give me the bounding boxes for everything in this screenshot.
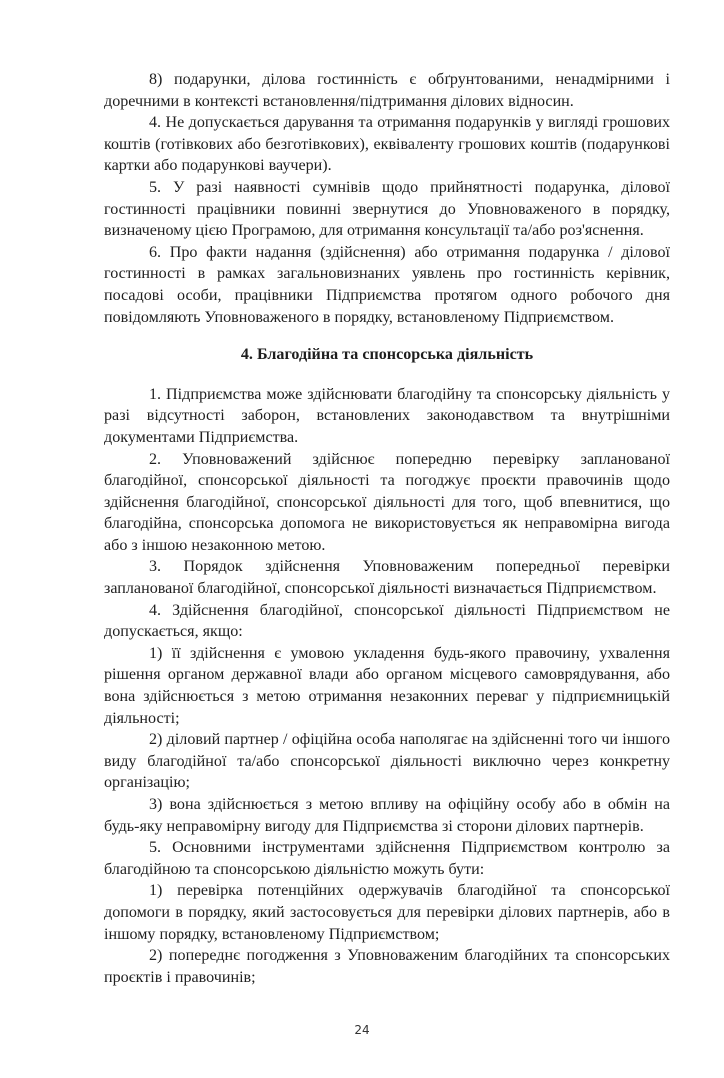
paragraph: 3. Порядок здійснення Уповноваженим попередньої перевірки запланованої благодійної, спонсорської діяльності визначається Підприємством.	[104, 558, 670, 598]
paragraph: 4. Здійснення благодійної, спонсорської діяльності Підприємством не допускається, якщо:	[104, 601, 670, 641]
paragraph: 5. У разі наявності сумнівів щодо прийнятності подарунка, ділової гостинності працівники повинні звернутися до Уповноваженого в порядку, визначеному цією Програмою, для отримання консультації та/або роз'яснення.	[104, 178, 670, 240]
list-item: 3) вона здійснюється з метою впливу на офіційну особу або в обмін на будь-яку неправомірну вигоду для Підприємства зі сторони ділових партнерів.	[104, 796, 670, 835]
list-item: 1) її здійснення є умовою укладення будь-якого правочину, ухвалення рішення органом державної влади або органом місцевого самоврядування, або вона здійснюється з метою отримання незаконних переваг у підприємницькій діяльності;	[104, 644, 670, 727]
list-item: 2) попереднє погодження з Уповноваженим благодійних та спонсорських проєктів і правочинів;	[104, 947, 670, 986]
page-content	[104, 69, 670, 988]
paragraph: 2. Уповноважений здійснює попередню перевірку запланованої благодійної, спонсорської діяльності та погоджує проєкти правочинів щодо здійснення благодійної, спонсорської діяльності для того, щоб впевнитися, що благодійна, спонсорська допомога не використовується як неправомірна вигода або з іншою незаконною метою.	[104, 450, 670, 554]
list-item: 2) діловий партнер / офіційна особа наполягає на здійсненні того чи іншого виду благодійної та/або спонсорської діяльності виключно через конкретну організацію;	[104, 731, 670, 792]
paragraph: 8) подарунки, ділова гостинність є обґрунтованими, ненадмірними і доречними в контексті встановлення/підтримання ділових відносин.	[104, 71, 670, 110]
paragraph: 4. Не допускається дарування та отримання подарунків у вигляді грошових коштів (готівкових або безготівкових), еквіваленту грошових коштів (подарункові картки або подарункові ваучери).	[104, 114, 670, 175]
paragraph: 5. Основними інструментами здійснення Підприємством контролю за благодійною та спонсорською діяльністю можуть бути:	[104, 839, 670, 878]
list-item: 1) перевірка потенційних одержувачів благодійної та спонсорської допомоги в порядку, який застосовується для перевірки ділових партнерів, або в іншому порядку, встановленому Підприємством;	[104, 882, 670, 943]
section-heading: 4. Благодійна та спонсорська діяльність	[240, 346, 534, 364]
paragraph: 1. Підприємства може здійснювати благодійну та спонсорську діяльність у разі відсутності заборон, встановлених законодавством та внутрішніми документами Підприємства.	[104, 385, 670, 446]
paragraph: 6. Про факти надання (здійснення) або отримання подарунка / ділової гостинності в рамках загальновизнаних уявлень про гостинність керівник, посадові особи, працівники Підприємства протягом одного робочого дня повідомляють Уповноваженого в порядку, встановленому Підприємством.	[104, 243, 670, 326]
page-number: 24	[354, 1023, 370, 1038]
